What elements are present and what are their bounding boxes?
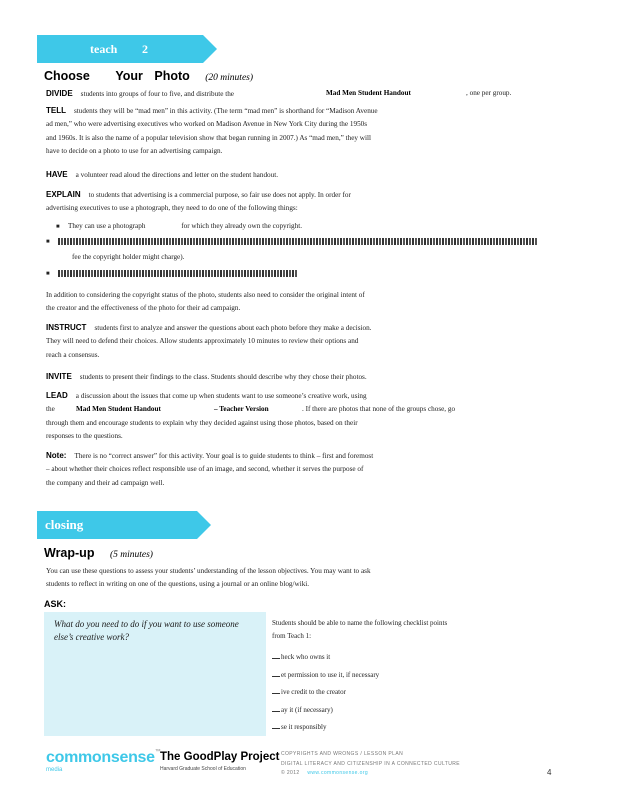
check-mark — [272, 652, 280, 659]
lead-keyword: LEAD — [46, 391, 68, 400]
note-line-1: There is no “correct answer” for this activity. Your goal is to guide students to think – first and foremost — [74, 452, 374, 460]
checklist-text: heck who owns it — [281, 653, 331, 661]
have-text: a volunteer read aloud the directions and letter on the student handout. — [75, 171, 279, 179]
trademark-symbol: ™ — [154, 749, 161, 755]
answer-intro-line-1: Students should be able to name the following checklist points — [272, 619, 448, 627]
commonsense-logo — [46, 749, 160, 767]
footer-copyright: © 2012 — [281, 770, 300, 776]
check-mark — [272, 687, 280, 694]
tell-line-1: students they will be “mad men” in this activity. (The term “mad men” is shorthand for “Madison Avenue — [74, 107, 378, 115]
question-box — [44, 612, 266, 736]
answer-intro-line-2: from Teach 1: — [272, 632, 312, 640]
invite-keyword: INVITE — [46, 372, 72, 381]
section-title-wrap-up — [44, 546, 153, 560]
divide-paragraph — [46, 87, 526, 101]
explain-line-2: advertising executives to use a photograph, they need to do one of the following things: — [46, 204, 298, 213]
tell-line-2: ad men,” who were advertising executives who worked on Madison Avenue in New York City during the 1950s — [46, 120, 368, 129]
closing-banner — [37, 511, 197, 539]
checklist-text: ive credit to the creator — [281, 688, 346, 696]
tell-line-4: have to decide on a photo to use for an advertising campaign. — [46, 146, 223, 155]
bullet-1 — [56, 220, 302, 233]
checklist — [272, 649, 379, 737]
title-word-2: Your — [115, 69, 143, 83]
garbled-text — [58, 238, 538, 245]
bullet-1-text-b: for which they already own the copyright. — [181, 222, 303, 230]
have-keyword: HAVE — [46, 170, 68, 179]
checklist-item — [272, 667, 379, 685]
wrap-line-2: students to reflect in writing on one of the questions, using a journal or an online blog/wiki. — [46, 580, 310, 589]
check-mark — [272, 705, 280, 712]
commonsense-media-label: media — [46, 767, 63, 773]
checklist-text: se it responsibly — [281, 723, 327, 731]
lead-paragraph — [46, 389, 526, 443]
tell-keyword: TELL — [46, 106, 66, 115]
lead-handout: Mad Men Student Handout — [76, 405, 161, 414]
note-keyword: Note: — [46, 451, 67, 460]
checklist-item — [272, 719, 379, 737]
instruct-line-1: students first to analyze and answer the questions about each photo before they make a decision. — [94, 324, 372, 332]
lead-the: the — [46, 405, 55, 414]
checklist-item — [272, 649, 379, 667]
closing-banner-word: closing — [45, 517, 84, 532]
bullet-1-text-a: They can use a photograph — [68, 222, 146, 230]
have-paragraph — [46, 168, 526, 182]
note-paragraph — [46, 449, 526, 490]
title-word-1: Choose — [44, 69, 90, 83]
commonsense-logo-text: commonsense — [46, 749, 155, 766]
bullet-2-continued — [72, 251, 184, 263]
explain-paragraph — [46, 188, 526, 216]
section-title-choose-photo — [44, 69, 253, 83]
divide-tail: , one per group. — [466, 89, 512, 97]
ask-label: ASK: — [44, 599, 66, 609]
tell-paragraph — [46, 104, 526, 158]
wrap-paragraph — [46, 565, 526, 592]
bullet-marker: ■ — [56, 224, 60, 230]
note-line-3: the company and their ad campaign well. — [46, 478, 165, 487]
footer-url[interactable]: www.commonsense.org — [307, 770, 369, 776]
lead-teacher-version: – Teacher Version — [214, 405, 269, 414]
checklist-item — [272, 684, 379, 702]
tell-line-3: and 1960s. It is also the name of a popular television show that began running in 2007.) As “mad men,” they will — [46, 133, 371, 142]
page-number: 4 — [547, 768, 552, 777]
invite-text: students to present their findings to the class. Students should describe why they chose their photos. — [79, 373, 367, 381]
teach-banner-number: 2 — [142, 42, 148, 56]
context-paragraph — [46, 289, 526, 316]
instruct-line-3: reach a consensus. — [46, 350, 100, 359]
goodplay-logo: The GoodPlay Project — [160, 751, 280, 763]
invite-paragraph — [46, 370, 526, 384]
check-mark — [272, 670, 280, 677]
garbled-text — [58, 270, 298, 277]
wrap-up-time: (5 minutes) — [109, 550, 153, 560]
context-line-2: the creator and the effectiveness of the photo for their ad campaign. — [46, 304, 241, 313]
teach-banner-word: teach — [90, 42, 118, 56]
bullet-marker: ■ — [46, 271, 50, 277]
lead-line-4: responses to the questions. — [46, 431, 123, 440]
footer-line-2: DIGITAL LITERACY AND CITIZENSHIP IN A CONNECTED CULTURE — [281, 761, 460, 767]
checklist-text: et permission to use it, if necessary — [281, 670, 380, 679]
note-line-2: – about whether their choices reflect responsible use of an image, and second, whether it serves the purpose of — [46, 465, 364, 474]
divide-handout: Mad Men Student Handout — [326, 89, 411, 97]
wrap-up-title: Wrap-up — [44, 546, 95, 560]
section-time: (20 minutes) — [205, 73, 254, 83]
check-mark — [272, 722, 280, 729]
goodplay-subtitle: Harvard Graduate School of Education — [160, 766, 246, 772]
context-line-1: In addition to considering the copyright status of the photo, students also need to consider the original intent of — [46, 291, 365, 299]
explain-keyword: EXPLAIN — [46, 190, 81, 199]
lead-line-1: a discussion about the issues that come up when students want to use someone’s creative work, using — [75, 392, 367, 400]
footer-line-3 — [281, 770, 368, 776]
wrap-line-1: You can use these questions to assess your students’ understanding of the lesson objectives. You may want to ask — [46, 567, 371, 575]
checklist-text: ay it (if necessary) — [281, 705, 333, 714]
lead-line-3: through them and encourage students to explain why they decided against using those photos, based on their — [46, 418, 358, 427]
footer-line-1: COPYRIGHTS AND WRONGS / LESSON PLAN — [281, 751, 404, 757]
instruct-paragraph — [46, 321, 526, 362]
explain-line-1: to students that advertising is a commercial purpose, so fair use does not apply. In order for — [88, 191, 351, 199]
bullet-2-tail: fee the copyright holder might charge). — [72, 253, 185, 261]
bullet-3 — [46, 267, 298, 280]
bullet-marker: ■ — [46, 239, 50, 245]
instruct-keyword: INSTRUCT — [46, 323, 87, 332]
answer-intro — [272, 617, 447, 643]
instruct-line-2: They will need to defend their choices. Allow students approximately 10 minutes to review their options and — [46, 337, 359, 346]
checklist-item — [272, 702, 379, 720]
question-text: What do you need to do if you want to use someone else’s creative work? — [54, 619, 239, 642]
divide-keyword: DIVIDE — [46, 89, 73, 98]
lead-line-2-tail: . If there are photos that none of the groups chose, go — [302, 405, 456, 414]
divide-text: students into groups of four to five, and distribute the — [80, 90, 234, 98]
title-word-3: Photo — [154, 69, 190, 83]
bullet-2 — [46, 235, 538, 248]
teach-banner — [37, 35, 203, 63]
